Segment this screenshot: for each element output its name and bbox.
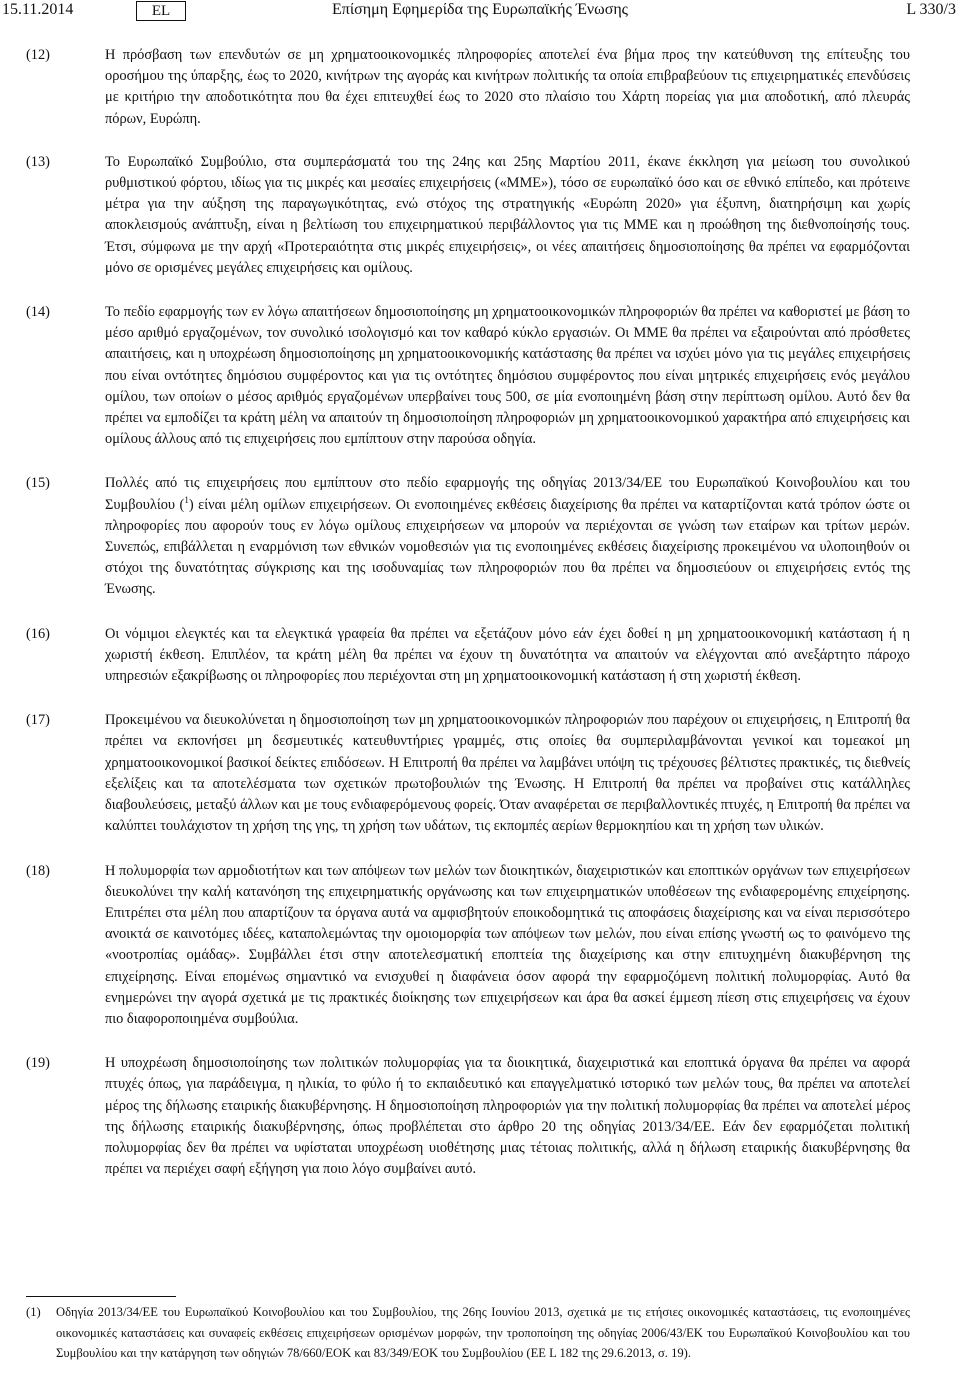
recital-14: [0, 302, 960, 450]
page-header: [0, 0, 960, 26]
recital-number: (17): [26, 712, 50, 729]
recital-number: (15): [26, 475, 50, 492]
recital-12: [0, 45, 960, 130]
recital-number: (13): [26, 153, 50, 170]
recital-text: [105, 473, 910, 600]
journal-title: Επίσημη Εφημερίδα της Ευρωπαϊκής Ένωσης: [331, 1, 629, 18]
recital-15: [0, 473, 960, 600]
footnote: [26, 1302, 910, 1364]
publication-date: 15.11.2014: [2, 1, 74, 18]
recital-number: (19): [26, 1055, 50, 1072]
recital-text: Η πρόσβαση των επενδυτών σε μη χρηματοοικονομικές πληροφορίες αποτελεί ένα βήμα προς την κατεύθυνση της επίτευξης του οροσήμου της ύπαρξης, έως το 2020, κινήτρων της αγοράς και κινήτρων πολιτικής τα οποία επιβραβεύουν τις επιχειρηματικές επενδύσεις με κριτήριο την αποδοτικότητα που θα έχει επιτευχθεί έως το 2020 στο πλαίσιο του Χάρτη πορείας για μια αποδοτική, από πλευράς πόρων, Ευρώπη.: [105, 47, 910, 127]
recital-13: [0, 152, 960, 279]
footnote-mark: (1): [26, 1305, 41, 1319]
recital-text-part: Πολλές από τις επιχειρήσεις που εμπίπτουν στο πεδίο εφαρμογής της οδηγίας 2013/34/ΕΕ του Ευρωπαϊκού Κοινοβουλίου και του Συμβουλίου (: [105, 475, 910, 513]
page-reference: L 330/3: [906, 1, 956, 18]
language-code-box: EL: [136, 1, 186, 21]
recitals-list: [0, 45, 960, 1180]
footnote-reference[interactable]: 1: [184, 494, 189, 505]
recital-19: [0, 1053, 960, 1180]
recital-number: (18): [26, 862, 50, 879]
recital-text: Το Ευρωπαϊκό Συμβούλιο, στα συμπεράσματά του της 24ης και 25ης Μαρτίου 2011, έκανε έκκληση για μείωση του συνολικού ρυθμιστικού φόρτου, ιδίως για τις μικρές και μεσαίες επιχειρήσεις («ΜΜΕ»), τόσο σε ευρωπαϊκό όσο και σε εθνικό επίπεδο, και πρότεινε μέτρα για την αύξηση της παραγωγικότητας, ενώ στόχος της στρατηγικής «Ευρώπη 2020» για έξυπνη, διατηρήσιμη και χωρίς αποκλεισμούς ανάπτυξη, είναι η βελτίωση του επιχειρηματικού περιβάλλοντος για τις ΜΜΕ και η προώθηση της διεθνοποίησής τους. Έτσι, σύμφωνα με την αρχή «Προτεραιότητα στις μικρές επιχειρήσεις», οι νέες απαιτήσεις δημοσιοποίησης θα πρέπει να εφαρμόζονται μόνο σε ορισμένες μεγάλες επιχειρήσεις και ομίλους.: [105, 153, 910, 276]
recital-text: Η υποχρέωση δημοσιοποίησης των πολιτικών πολυμορφίας για τα διοικητικά, διαχειριστικά και εποπτικά όργανα θα πρέπει να αφορά πτυχές όπως, για παράδειγμα, η ηλικία, το φύλο ή το εκπαιδευτικό και επαγγελματικό ιστορικό των μελών τους, θα πρέπει να αποτελεί μέρος της δήλωσης εταιρικής διακυβέρνησης. Η δημοσιοποίηση πληροφοριών για την πολιτική πολυμορφίας θα πρέπει να αποτελεί μέρος της δήλωσης εταιρικής διακυβέρνησης, όπως προβλέπεται στο άρθρο 20 της οδηγίας 2013/34/ΕΕ. Εάν δεν εφαρμόζεται πολιτική πολυμορφίας δεν θα πρέπει να υφίσταται υποχρέωση υιοθέτησης μιας τέτοιας πολιτικής, αλλά η δήλωση εταιρικής διακυβέρνησης θα πρέπει να περιέχει σαφή εξήγηση για ποιο λόγο συμβαίνει αυτό.: [105, 1055, 910, 1178]
recital-number: (14): [26, 304, 50, 321]
recital-text: Προκειμένου να διευκολύνεται η δημοσιοποίηση των μη χρηματοοικονομικών πληροφοριών που παρέχουν οι επιχειρήσεις, η Επιτροπή θα πρέπει να εκπονήσει μη δεσμευτικές κατευθυντήριες γραμμές, στις οποίες θα συμπεριλαμβάνονται γενικοί και τομεακοί μη χρηματοοικονομικοί βασικοί δείκτες επιδόσεων. Η Επιτροπή θα πρέπει να λαμβάνει υπόψη τις τρέχουσες βέλτιστες πρακτικές, τις διεθνείς εξελίξεις και τα αποτελέσματα των σχετικών πρωτοβουλιών της Ένωσης. Η Επιτροπή θα πρέπει να προβαίνει στις κατάλληλες διαβουλεύσεις, μεταξύ άλλων και με τους ενδιαφερόμενους φορείς. Όταν αναφέρεται σε περιβαλλοντικές πτυχές, η Επιτροπή θα πρέπει να καλύπτει τουλάχιστον τη χρήση της γης, τη χρήση των υδάτων, τις εκπομπές αερίων θερμοκηπίου και τη χρήση των υλικών.: [105, 712, 910, 835]
recital-17: [0, 710, 960, 837]
recital-18: [0, 861, 960, 1031]
recital-16: [0, 624, 960, 688]
recital-text-part: ) είναι μέλη ομίλων επιχειρήσεων. Οι ενοποιημένες εκθέσεις διαχείρισης θα πρέπει να καταρτίζονται κατά τρόπον ώστε οι πληροφορίες που αφορούν τους εν λόγω ομίλους επιχειρήσεων να μπορούν να περιέχονται σε γνώση των εταίρων και τρίτων μερών. Συνεπώς, επιβάλλεται η εναρμόνιση των εθνικών νομοθεσιών για τις ενοποιημένες εκθέσεις διαχείρισης προκειμένου να υλοποιηθούν οι στόχοι της δυνατότητας σύγκρισης και της ισοδυναμίας των πληροφοριών που θα πρέπει να δημοσιεύουν οι επιχειρήσεις εντός της Ένωσης.: [105, 496, 910, 598]
recital-text: Το πεδίο εφαρμογής των εν λόγω απαιτήσεων δημοσιοποίησης μη χρηματοοικονομικών πληροφοριών θα πρέπει να καθοριστεί με βάση το μέσο αριθμό εργαζομένων, τον συνολικό ισολογισμό και τον καθαρό κύκλο εργασιών. Οι ΜΜΕ θα πρέπει να εξαιρούνται από πρόσθετες απαιτήσεις, και η υποχρέωση δημοσιοποίησης μη χρηματοοικονομικής κατάστασης θα πρέπει να ισχύει μόνο για τις μεγάλες επιχειρήσεις που είναι οντότητες δημόσιου συμφέροντος και για τις οντότητες δημόσιου συμφέροντος που είναι μητρικές επιχειρήσεις ενός μεγάλου ομίλου, των οποίων ο μέσος αριθμός εργαζομένων υπερβαίνει τους 500, σε μία ενοποιημένη βάση στην περίπτωση ομίλου. Αυτό δεν θα πρέπει να εμποδίζει τα κράτη μέλη να απαιτούν τη δημοσιοποίηση πληροφοριών μη χρηματοοικονομικού χαρακτήρα από επιχειρήσεις και ομίλους άλλους από τις επιχειρήσεις που εμπίπτουν στην παρούσα οδηγία.: [105, 304, 910, 448]
footnote-text: Οδηγία 2013/34/ΕΕ του Ευρωπαϊκού Κοινοβουλίου και του Συμβουλίου, της 26ης Ιουνίου 2013, σχετικά με τις ετήσιες οικονομικές καταστάσεις, τις ενοποιημένες οικονομικές καταστάσεις και συναφείς εκθέσεις επιχειρήσεων ορισμένων μορφών, την τροποποίηση της οδηγίας 2006/43/ΕΚ του Ευρωπαϊκού Κοινοβουλίου και του Συμβουλίου και την κατάργηση των οδηγιών 78/660/ΕΟΚ και 83/349/ΕΟΚ του Συμβουλίου (ΕΕ L 182 της 29.6.2013, σ. 19).: [56, 1305, 910, 1360]
footnote-separator: [26, 1296, 176, 1297]
recital-text: Οι νόμιμοι ελεγκτές και τα ελεγκτικά γραφεία θα πρέπει να εξετάζουν μόνο εάν έχει δοθεί η μη χρηματοοικονομική κατάσταση ή η χωριστή έκθεση. Επιπλέον, τα κράτη μέλη θα πρέπει να έχουν τη δυνατότητα να απαιτούν να ελέγχονται από ανεξάρτητο πάροχο υπηρεσιών εξακρίβωσης οι πληροφορίες που περιέχονται στη μη χρηματοοικονομική κατάσταση ή στη χωριστή έκθεση.: [105, 625, 910, 685]
recital-number: (16): [26, 625, 50, 642]
recital-text: Η πολυμορφία των αρμοδιοτήτων και των απόψεων των μελών των διοικητικών, διαχειριστικών και εποπτικών οργάνων των επιχειρήσεων διευκολύνει την καλή κατανόηση της επιχειρηματικής οργάνωσης και των επιχειρηματικών υποθέσεων της ενδιαφερομένης επιχείρησης. Επιτρέπει στα μέλη που απαρτίζουν τα όργανα αυτά να αμφισβητούν εποικοδομητικά τις αποφάσεις διαχείρισης και να είναι περισσότερο ανοικτά σε καινοτόμες ιδέες, καταπολεμώντας την ομοιομορφία των απόψεων των μελών, που είναι επίσης γνωστή ως το φαινόμενο της «νοοτροπίας ομάδας». Συμβάλλει έτσι στην αποτελεσματική εποπτεία της διαχείρισης και στην επιτυχημένη διακυβέρνηση της επιχείρησης. Είναι επομένως σημαντικό να ενισχυθεί η διαφάνεια όσον αφορά την εφαρμοζόμενη πολιτική πολυμορφίας. Αυτό θα ενημερώνει την αγορά σχετικά με τις πρακτικές διοίκησης των επιχειρήσεων και άρα θα ασκεί έμμεση πίεση στις επιχειρήσεις να έχουν πιο διαφοροποιημένα συμβούλια.: [105, 862, 910, 1027]
recital-number: (12): [26, 47, 50, 63]
